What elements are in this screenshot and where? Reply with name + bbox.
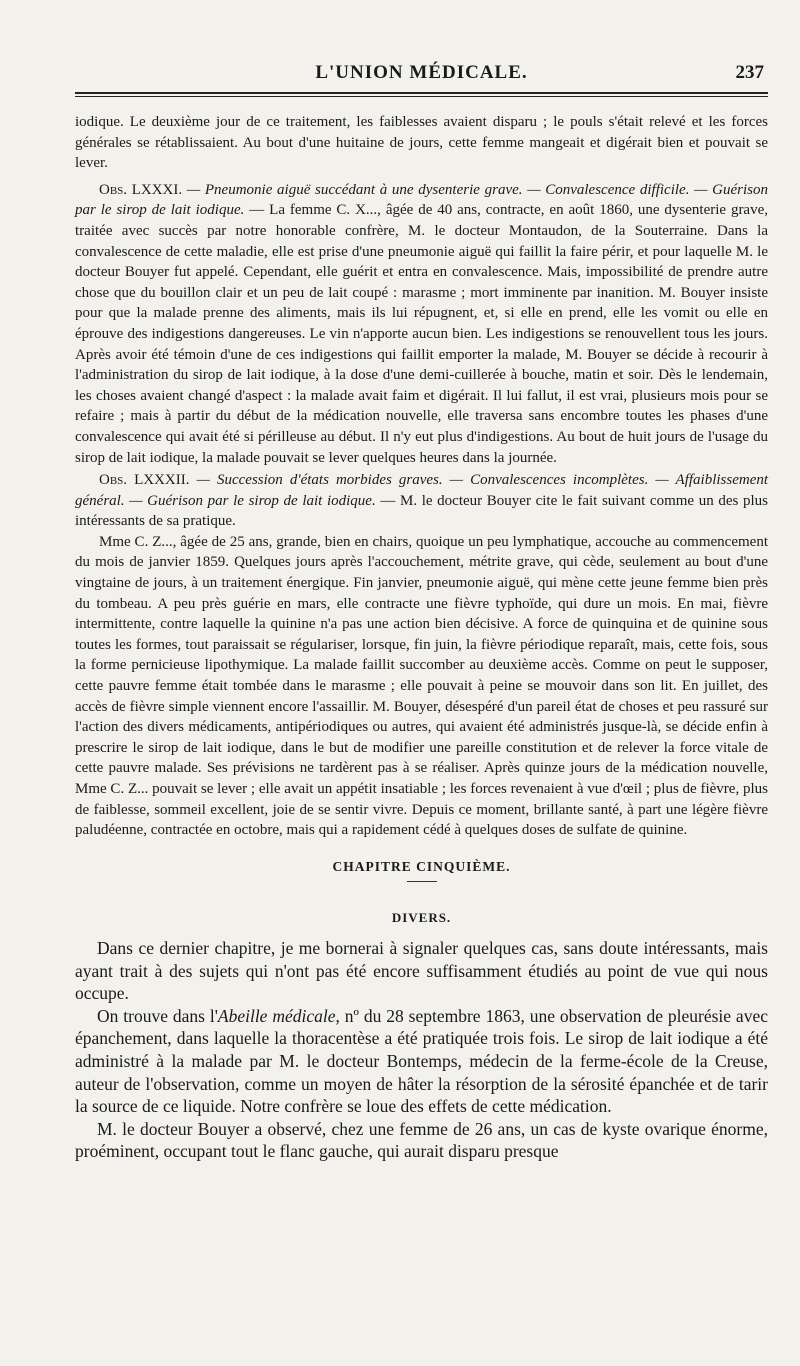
- paragraph-mme-cz: Mme C. Z..., âgée de 25 ans, grande, bien en chairs, quoique un peu lymphatique, accouche au commencement du mois de janvier 1859. Quelques jours après l'accouchement, métrite grave, qui cède, seulement au bout d'une vingtaine de jours, à un traitement énergique. Fin janvier, pneumonie aiguë, qui mène cette jeune femme bien près du tombeau. A peu près guérie en mars, elle contracte une fièvre typhoïde, qui dure un mois. En mai, fièvre intermittente, contre laquelle la quinine n'a pas une action bien décisive. A force de quinquina et de quinine sous toutes les formes, tout paraissait se régulariser, lorsque, fin juin, la fièvre périodique reparaît, mais, cette fois, sous la forme pernicieuse lipothymique. La malade faillit succomber au deuxième accès. Comme on peut le supposer, cette pauvre femme était tombée dans le marasme ; elle pouvait à peine se mouvoir dans son lit. En juillet, des accès de fièvre simple viennent encore l'assaillir. M. Bouyer, désespéré d'un pareil état de choses et peu rassuré sur l'action des divers médicaments, antipériodiques ou autres, qui avaient été administrés jusque-là, se décide enfin à prescrire le sirop de lait iodique, dans le but de modifier une pareille constitution et de relever la force vitale de cette pauvre malade. Ses prévisions ne tardèrent pas à se réaliser. Après quinze jours de la médication nouvelle, Mme C. Z... pouvait se lever ; elle avait un appétit insatiable ; les forces revenaient à vue d'œil ; plus de fièvre, plus de faiblesse, sommeil excellent, joie de se sentir vivre. Depuis ce moment, brillante santé, à part une légère fièvre paludéenne, contractée en octobre, mais qui a rapidement cédé à quelques doses de sulfate de quinine.: [75, 533, 768, 839]
- obs-82-label: Obs. LXXXII.: [99, 472, 190, 489]
- divers-paragraph-3: M. le docteur Bouyer a observé, chez une femme de 26 ans, un cas de kyste ovarique énorme, proéminent, occupant tout le flanc gauche, qui aurait disparu presque: [75, 1118, 768, 1162]
- obs-82-title: — Succession d'états morbides graves. — Convalescences incomplètes. — Affaiblissement général. — Guérison par le sirop de lait iodique.: [75, 472, 769, 509]
- divers-p2-start: On trouve dans l': [97, 1005, 218, 1026]
- chapter-subheading: DIVERS.: [391, 910, 452, 926]
- obs-81-title: — Pneumonie aiguë succédant à une dysenterie grave. — Convalescence difficile. — Guérison par le sirop de lait iodique.: [75, 181, 769, 219]
- divers-section: [75, 937, 768, 1163]
- divers-paragraph-2: [75, 1005, 768, 1118]
- obs-81-text: — La femme C. X..., âgée de 40 ans, contracte, en août 1860, une dysenterie grave, traitée avec succès par notre honorable confrère, M. le docteur Montaudon, de la Souterraine. Dans la convalescence de cette maladie, elle est prise d'une pneumonie aiguë qui faillit la faire périr, et pour laquelle M. le docteur Bouyer fut appelé. Cependant, elle guérit et entra en convalescence. Mais, impossibilité de prendre autre chose que du bouillon clair et un peu de lait coupé : marasme ; mort imminente par inanition. M. Bouyer insiste pour que la malade prenne des aliments, mais ils lui répugnent, et, si elle en prend, elle les vomit ou elle en éprouve des indigestions dangereuses. Le vin n'apporte aucun bien. Les indigestions se renouvellent tous les jours. Après avoir été témoin d'une de ces indigestions qui faillit emporter la malade, M. Bouyer se décide à recourir à l'administration du sirop de lait iodique, à la dose d'une demi-cuillerée à bouche, matin et soir. Dès le lendemain, les choses avaient changé d'aspect : la malade avait faim et digérait. Il lui fallut, il est vrai, plusieurs mois pour se refaire ; mais à partir du début de la médication nouvelle, elle traversa sans encombre toutes les phases d'une convalescence qui avait été si périlleuse au début. Il n'y eut plus d'indigestions. Au bout de huit jours de l'usage du sirop de lait iodique, la malade pouvait se lever quelques heures dans la journée.: [75, 202, 769, 466]
- divers-paragraph-1: Dans ce dernier chapitre, je me bornerai à signaler quelques cas, sans doute intéressants, mais ayant trait à des sujets qui n'ont pas été encore suffisamment étudiés au point de vue qui nous occupe.: [75, 937, 768, 1004]
- running-title: L'UNION MÉDICALE.: [315, 62, 528, 83]
- obs-81-label: Obs. LXXXI.: [99, 181, 183, 198]
- paragraph-continuation: iodique. Le deuxième jour de ce traitement, les faiblesses avaient disparu ; le pouls s'était relevé et les forces générales se rétablissaient. Au bout d'une huitaine de jours, cette femme mangeait et digérait bien et pouvait se lever.: [75, 114, 768, 172]
- chapter-rule: [407, 881, 437, 882]
- page-header: [75, 58, 768, 88]
- chapter-heading: CHAPITRE CINQUIÈME.: [332, 858, 511, 874]
- observation-81: [75, 180, 768, 468]
- header-rule: [75, 92, 768, 97]
- obs-82-text: — M. le docteur Bouyer cite le fait suivant comme un des plus intéressants de sa pratique.: [75, 492, 768, 530]
- divers-p2-rest: , nº du 28 septembre 1863, une observation de pleurésie avec épanchement, dans laquelle la thoracentèse a été pratiquée trois fois. Le sirop de lait iodique a été administré à la malade par M. le docteur Bontemps, médecin de la ferme-école de la Creuse, auteur de l'observation, comme un moyen de hâter la résorption de la sérosité épanchée et de tarir la source de ce liquide. Notre confrère se loue des effets de cette médication.: [75, 1005, 768, 1117]
- journal-title: Abeille médicale: [217, 1005, 336, 1026]
- page-number: 237: [735, 62, 764, 83]
- observation-82: [75, 470, 768, 532]
- body-text: [75, 112, 768, 1163]
